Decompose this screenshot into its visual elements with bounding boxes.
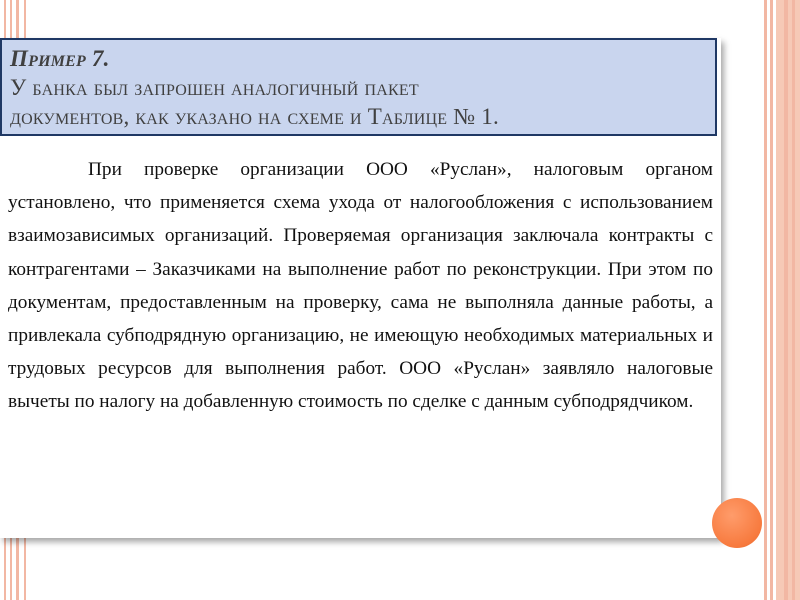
title-line: документов, как указано на схеме и Таблице № 1. xyxy=(10,104,499,129)
example-heading: Пример 7. xyxy=(10,46,110,71)
body-text xyxy=(8,153,713,419)
slide-card xyxy=(0,38,721,538)
body-paragraph: При проверке организации ООО «Руслан», налоговым органом установлено, что применяется схема ухода от налогообложения с использованием взаимозависимых организаций. Проверяемая организация заключала контракты с контрагентами – Заказчиками на выполнение работ по реконструкции. При этом по документам, предоставленным на проверку, сама не выполняла данные работы, а привлекала субподрядную организацию, не имеющую необходимых материальных и трудовых ресурсов для выполнения работ. ООО «Руслан» заявляло налоговые вычеты по налогу на добавленную стоимость по сделке с данным субподрядчиком. xyxy=(8,159,713,413)
orange-circle-decoration xyxy=(712,498,762,548)
title-box xyxy=(0,38,717,136)
right-decorative-stripe xyxy=(764,0,800,600)
title-line: У банка был запрошен аналогичный пакет xyxy=(10,75,419,100)
